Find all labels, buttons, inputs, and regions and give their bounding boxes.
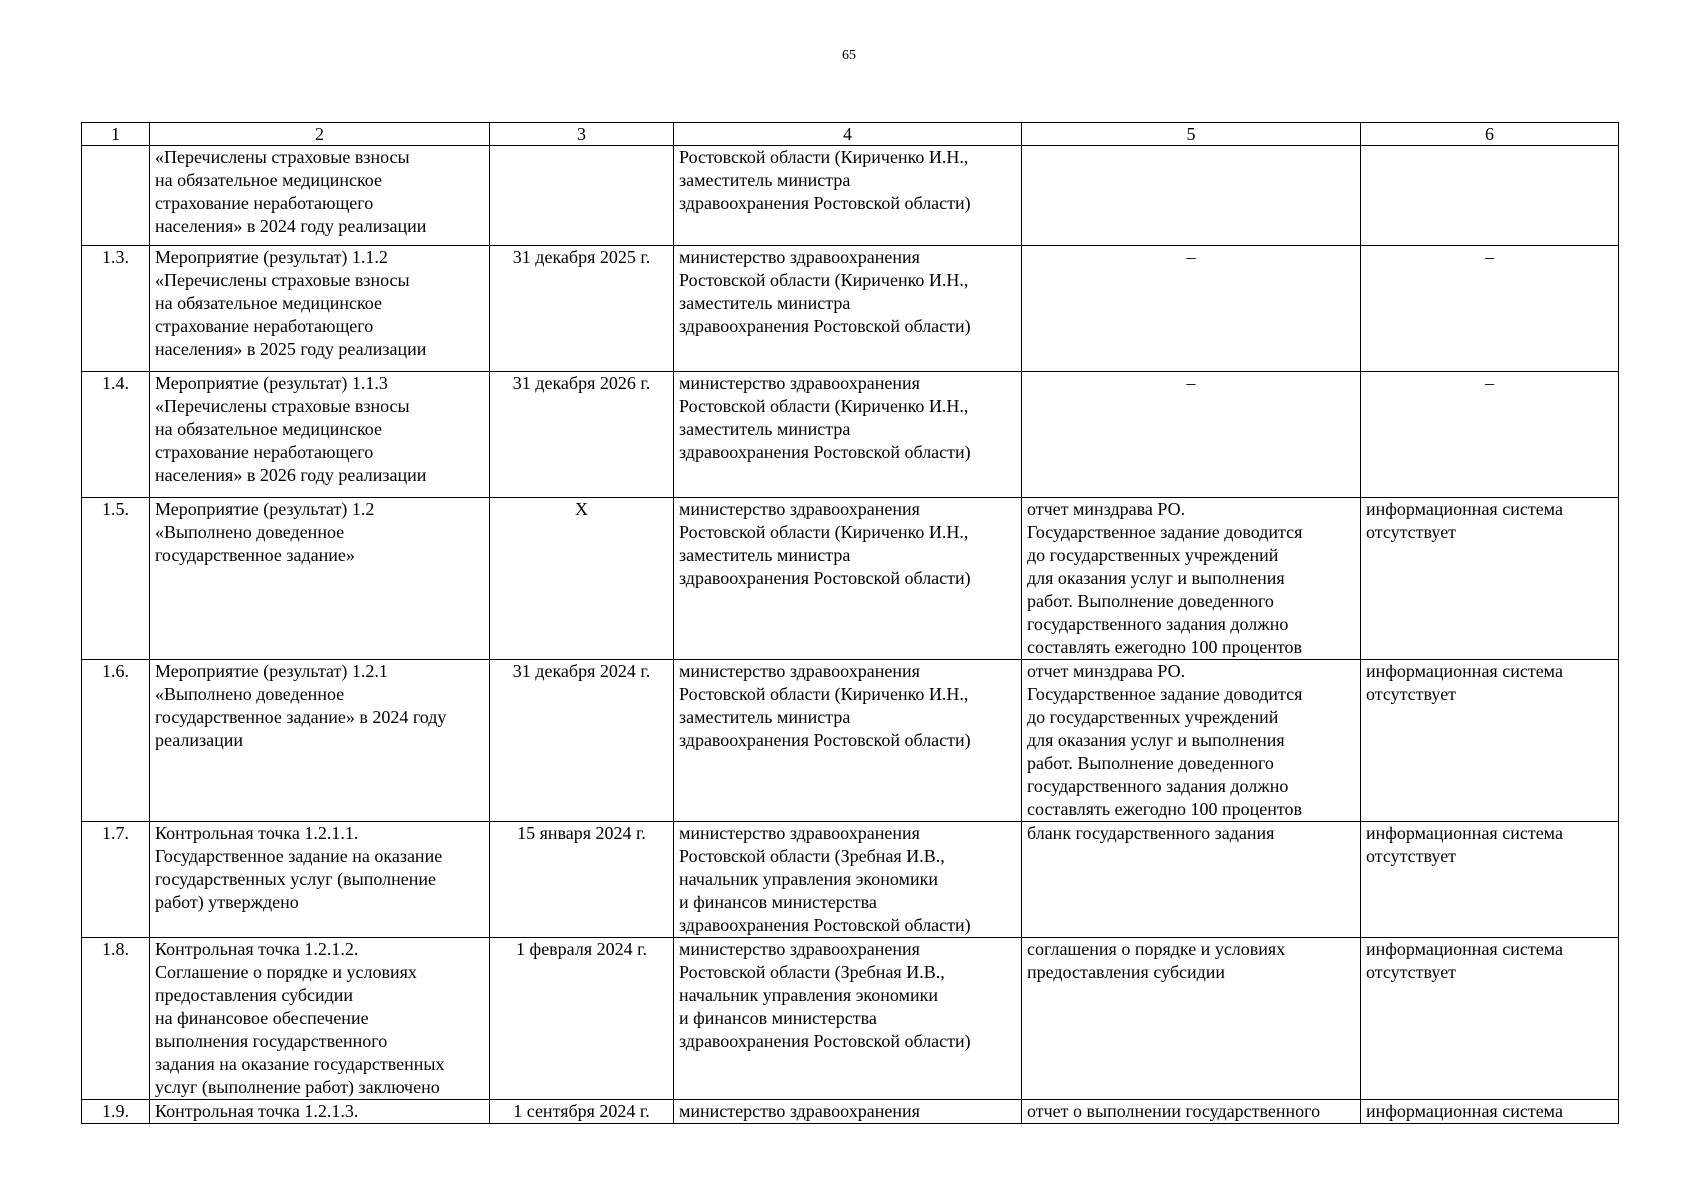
column-header: 3: [490, 123, 674, 146]
measure-title: Контрольная точка 1.2.1.3.: [150, 1100, 490, 1124]
confirming-document: [1022, 146, 1361, 246]
measure-title: Мероприятие (результат) 1.2 «Выполнено доведенное государственное задание»: [150, 498, 490, 660]
responsible-executor: министерство здравоохранения Ростовской области (Кириченко И.Н., заместитель министра здравоохранения Ростовской области): [674, 246, 1022, 372]
confirming-document: соглашения о порядке и условиях предоставления субсидии: [1022, 938, 1361, 1100]
measure-title: Мероприятие (результат) 1.1.3 «Перечислены страховые взносы на обязательное медицинское страхование неработающего населения» в 2026 году реализации: [150, 372, 490, 498]
row-number: 1.6.: [82, 660, 150, 822]
deadline-date: 31 декабря 2025 г.: [490, 246, 674, 372]
table-header-row: [82, 123, 1619, 146]
measure-title: Мероприятие (результат) 1.1.2 «Перечислены страховые взносы на обязательное медицинское страхование неработающего населения» в 2025 году реализации: [150, 246, 490, 372]
table-row: [82, 822, 1619, 938]
confirming-document: отчет минздрава РО. Государственное задание доводится до государственных учреждений для оказания услуг и выполнения работ. Выполнение доведенного государственного задания должно составлять ежегодно 100 процентов: [1022, 498, 1361, 660]
table-row: [82, 498, 1619, 660]
confirming-document: отчет о выполнении государственного: [1022, 1100, 1361, 1124]
responsible-executor: министерство здравоохранения Ростовской области (Кириченко И.Н., заместитель министра здравоохранения Ростовской области): [674, 372, 1022, 498]
table-row: [82, 372, 1619, 498]
deadline-date: 1 сентября 2024 г.: [490, 1100, 674, 1124]
information-system: –: [1361, 372, 1619, 498]
information-system: информационная система: [1361, 1100, 1619, 1124]
row-number: 1.9.: [82, 1100, 150, 1124]
information-system: информационная система отсутствует: [1361, 822, 1619, 938]
deadline-date: 31 декабря 2026 г.: [490, 372, 674, 498]
information-system: информационная система отсутствует: [1361, 660, 1619, 822]
row-number: 1.3.: [82, 246, 150, 372]
information-system: информационная система отсутствует: [1361, 938, 1619, 1100]
table-row: [82, 146, 1619, 246]
deadline-date: [490, 146, 674, 246]
row-number: 1.4.: [82, 372, 150, 498]
information-system: [1361, 146, 1619, 246]
deadline-date: 1 февраля 2024 г.: [490, 938, 674, 1100]
confirming-document: отчет минздрава РО. Государственное задание доводится до государственных учреждений для оказания услуг и выполнения работ. Выполнение доведенного государственного задания должно составлять ежегодно 100 процентов: [1022, 660, 1361, 822]
column-header: 1: [82, 123, 150, 146]
measure-title: Мероприятие (результат) 1.2.1 «Выполнено доведенное государственное задание» в 2024 году реализации: [150, 660, 490, 822]
deadline-date: Х: [490, 498, 674, 660]
measure-title: Контрольная точка 1.2.1.2. Соглашение о порядке и условиях предоставления субсидии на финансовое обеспечение выполнения государственного задания на оказание государственных услуг (выполнение работ) заключено: [150, 938, 490, 1100]
measure-title: «Перечислены страховые взносы на обязательное медицинское страхование неработающего населения» в 2024 году реализации: [150, 146, 490, 246]
responsible-executor: министерство здравоохранения Ростовской области (Кириченко И.Н., заместитель министра здравоохранения Ростовской области): [674, 660, 1022, 822]
row-number: 1.5.: [82, 498, 150, 660]
page-number: 65: [842, 48, 856, 63]
column-header: 6: [1361, 123, 1619, 146]
measure-title: Контрольная точка 1.2.1.1. Государственное задание на оказание государственных услуг (выполнение работ) утверждено: [150, 822, 490, 938]
table-row: [82, 246, 1619, 372]
column-header: 4: [674, 123, 1022, 146]
row-number: 1.8.: [82, 938, 150, 1100]
table-row: [82, 660, 1619, 822]
deadline-date: 31 декабря 2024 г.: [490, 660, 674, 822]
column-header: 5: [1022, 123, 1361, 146]
responsible-executor: министерство здравоохранения: [674, 1100, 1022, 1124]
responsible-executor: Ростовской области (Кириченко И.Н., заместитель министра здравоохранения Ростовской области): [674, 146, 1022, 246]
responsible-executor: министерство здравоохранения Ростовской области (Зребная И.В., начальник управления экономики и финансов министерства здравоохранения Ростовской области): [674, 822, 1022, 938]
table-row: [82, 1100, 1619, 1124]
information-system: информационная система отсутствует: [1361, 498, 1619, 660]
column-header: 2: [150, 123, 490, 146]
table-row: [82, 938, 1619, 1100]
responsible-executor: министерство здравоохранения Ростовской области (Зребная И.В., начальник управления экономики и финансов министерства здравоохранения Ростовской области): [674, 938, 1022, 1100]
row-number: [82, 146, 150, 246]
confirming-document: –: [1022, 246, 1361, 372]
confirming-document: –: [1022, 372, 1361, 498]
deadline-date: 15 января 2024 г.: [490, 822, 674, 938]
measures-table: [81, 122, 1619, 1124]
row-number: 1.7.: [82, 822, 150, 938]
information-system: –: [1361, 246, 1619, 372]
responsible-executor: министерство здравоохранения Ростовской области (Кириченко И.Н., заместитель министра здравоохранения Ростовской области): [674, 498, 1022, 660]
confirming-document: бланк государственного задания: [1022, 822, 1361, 938]
